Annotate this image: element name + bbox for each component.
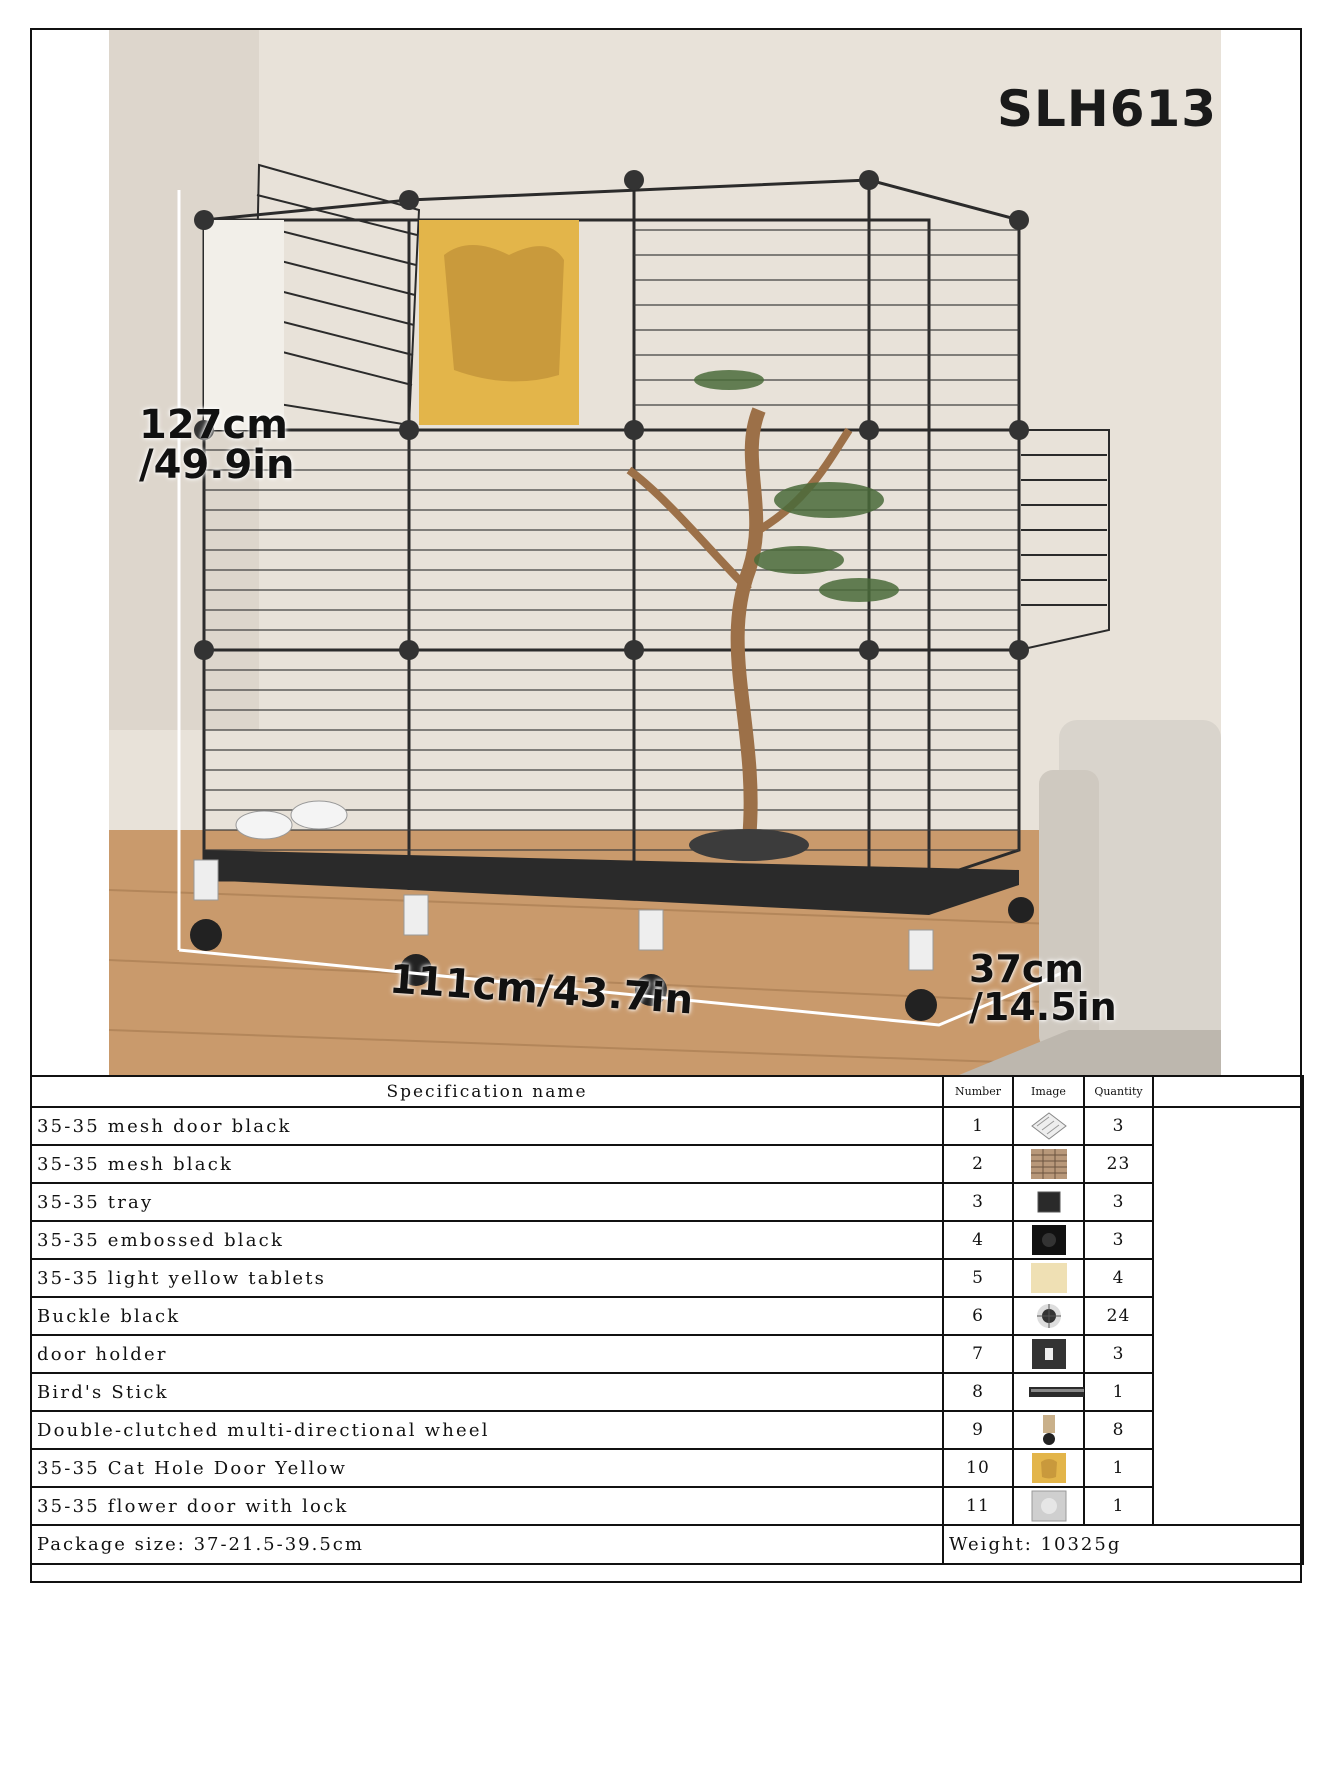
door-holder-icon bbox=[1013, 1335, 1084, 1373]
table-row bbox=[31, 1373, 1303, 1411]
spec-quantity: 3 bbox=[1084, 1183, 1153, 1221]
buckle-icon bbox=[1013, 1297, 1084, 1335]
table-row bbox=[31, 1221, 1303, 1259]
cat-cage-illustration bbox=[109, 30, 1221, 1075]
spec-name: 35-35 mesh door black bbox=[31, 1107, 943, 1145]
table-row bbox=[31, 1107, 1303, 1145]
spec-quantity: 3 bbox=[1084, 1335, 1153, 1373]
spec-name: 35-35 flower door with lock bbox=[31, 1487, 943, 1525]
table-body bbox=[31, 1107, 1303, 1525]
flower-door-icon bbox=[1013, 1487, 1084, 1525]
height-in: /49.9in bbox=[139, 442, 295, 488]
blank-cell bbox=[1153, 1183, 1303, 1221]
table-row bbox=[31, 1487, 1303, 1525]
yellow-tablet-icon bbox=[1013, 1259, 1084, 1297]
spec-number: 1 bbox=[943, 1107, 1013, 1145]
spec-name: Bird's Stick bbox=[31, 1373, 943, 1411]
spec-number: 9 bbox=[943, 1411, 1013, 1449]
spec-number: 5 bbox=[943, 1259, 1013, 1297]
spec-name: 35-35 Cat Hole Door Yellow bbox=[31, 1449, 943, 1487]
spec-name: 35-35 embossed black bbox=[31, 1221, 943, 1259]
blank-cell bbox=[1153, 1335, 1303, 1373]
blank-cell bbox=[1153, 1297, 1303, 1335]
table-row bbox=[31, 1335, 1303, 1373]
blank-cell bbox=[1153, 1449, 1303, 1487]
table-row bbox=[31, 1449, 1303, 1487]
spec-quantity: 1 bbox=[1084, 1373, 1153, 1411]
header-blank bbox=[1153, 1076, 1303, 1107]
specification-table bbox=[30, 1075, 1304, 1565]
spec-name: 35-35 light yellow tablets bbox=[31, 1259, 943, 1297]
header-number: Number bbox=[943, 1076, 1013, 1107]
spec-number: 4 bbox=[943, 1221, 1013, 1259]
spec-quantity: 3 bbox=[1084, 1107, 1153, 1145]
height-cm: 127cm bbox=[139, 402, 288, 448]
spec-quantity: 8 bbox=[1084, 1411, 1153, 1449]
package-size: Package size: 37-21.5-39.5cm bbox=[31, 1525, 943, 1564]
blank-cell bbox=[1153, 1373, 1303, 1411]
stick-icon bbox=[1013, 1373, 1084, 1411]
spec-quantity: 3 bbox=[1084, 1221, 1153, 1259]
spec-number: 7 bbox=[943, 1335, 1013, 1373]
spec-quantity: 24 bbox=[1084, 1297, 1153, 1335]
blank-cell bbox=[1153, 1259, 1303, 1297]
model-code: SLH613 bbox=[997, 80, 1218, 138]
product-photo bbox=[109, 30, 1221, 1075]
spec-quantity: 1 bbox=[1084, 1449, 1153, 1487]
height-dimension bbox=[139, 402, 295, 488]
weight: Weight: 10325g bbox=[943, 1525, 1303, 1564]
table-row bbox=[31, 1259, 1303, 1297]
mesh-panel-icon bbox=[1013, 1145, 1084, 1183]
blank-cell bbox=[1153, 1107, 1303, 1145]
spec-number: 11 bbox=[943, 1487, 1013, 1525]
table-row bbox=[31, 1145, 1303, 1183]
blank-cell bbox=[1153, 1487, 1303, 1525]
depth-cm: 37cm bbox=[969, 947, 1085, 991]
blank-cell bbox=[1153, 1145, 1303, 1183]
spec-quantity: 23 bbox=[1084, 1145, 1153, 1183]
blank-cell bbox=[1153, 1221, 1303, 1259]
spec-number: 6 bbox=[943, 1297, 1013, 1335]
width-dimension: 111cm/43.7in bbox=[387, 956, 695, 1024]
embossed-panel-icon bbox=[1013, 1221, 1084, 1259]
header-quantity: Quantity bbox=[1084, 1076, 1153, 1107]
header-image: Image bbox=[1013, 1076, 1084, 1107]
spec-name: door holder bbox=[31, 1335, 943, 1373]
cat-hole-door-icon bbox=[1013, 1449, 1084, 1487]
spec-number: 10 bbox=[943, 1449, 1013, 1487]
spec-name: 35-35 mesh black bbox=[31, 1145, 943, 1183]
table-row bbox=[31, 1411, 1303, 1449]
table-row bbox=[31, 1297, 1303, 1335]
table-row bbox=[31, 1183, 1303, 1221]
mesh-door-icon bbox=[1013, 1107, 1084, 1145]
spec-number: 8 bbox=[943, 1373, 1013, 1411]
spec-number: 2 bbox=[943, 1145, 1013, 1183]
blank-cell bbox=[1153, 1411, 1303, 1449]
table-footer-row bbox=[31, 1525, 1303, 1564]
spec-name: Double-clutched multi-directional wheel bbox=[31, 1411, 943, 1449]
header-specification-name: Specification name bbox=[31, 1076, 943, 1107]
spec-number: 3 bbox=[943, 1183, 1013, 1221]
wheel-icon bbox=[1013, 1411, 1084, 1449]
tray-icon bbox=[1013, 1183, 1084, 1221]
spec-quantity: 4 bbox=[1084, 1259, 1153, 1297]
depth-in: /14.5in bbox=[969, 985, 1117, 1029]
depth-dimension bbox=[969, 947, 1117, 1029]
spec-quantity: 1 bbox=[1084, 1487, 1153, 1525]
spec-name: Buckle black bbox=[31, 1297, 943, 1335]
table-header-row bbox=[31, 1076, 1303, 1107]
spec-name: 35-35 tray bbox=[31, 1183, 943, 1221]
